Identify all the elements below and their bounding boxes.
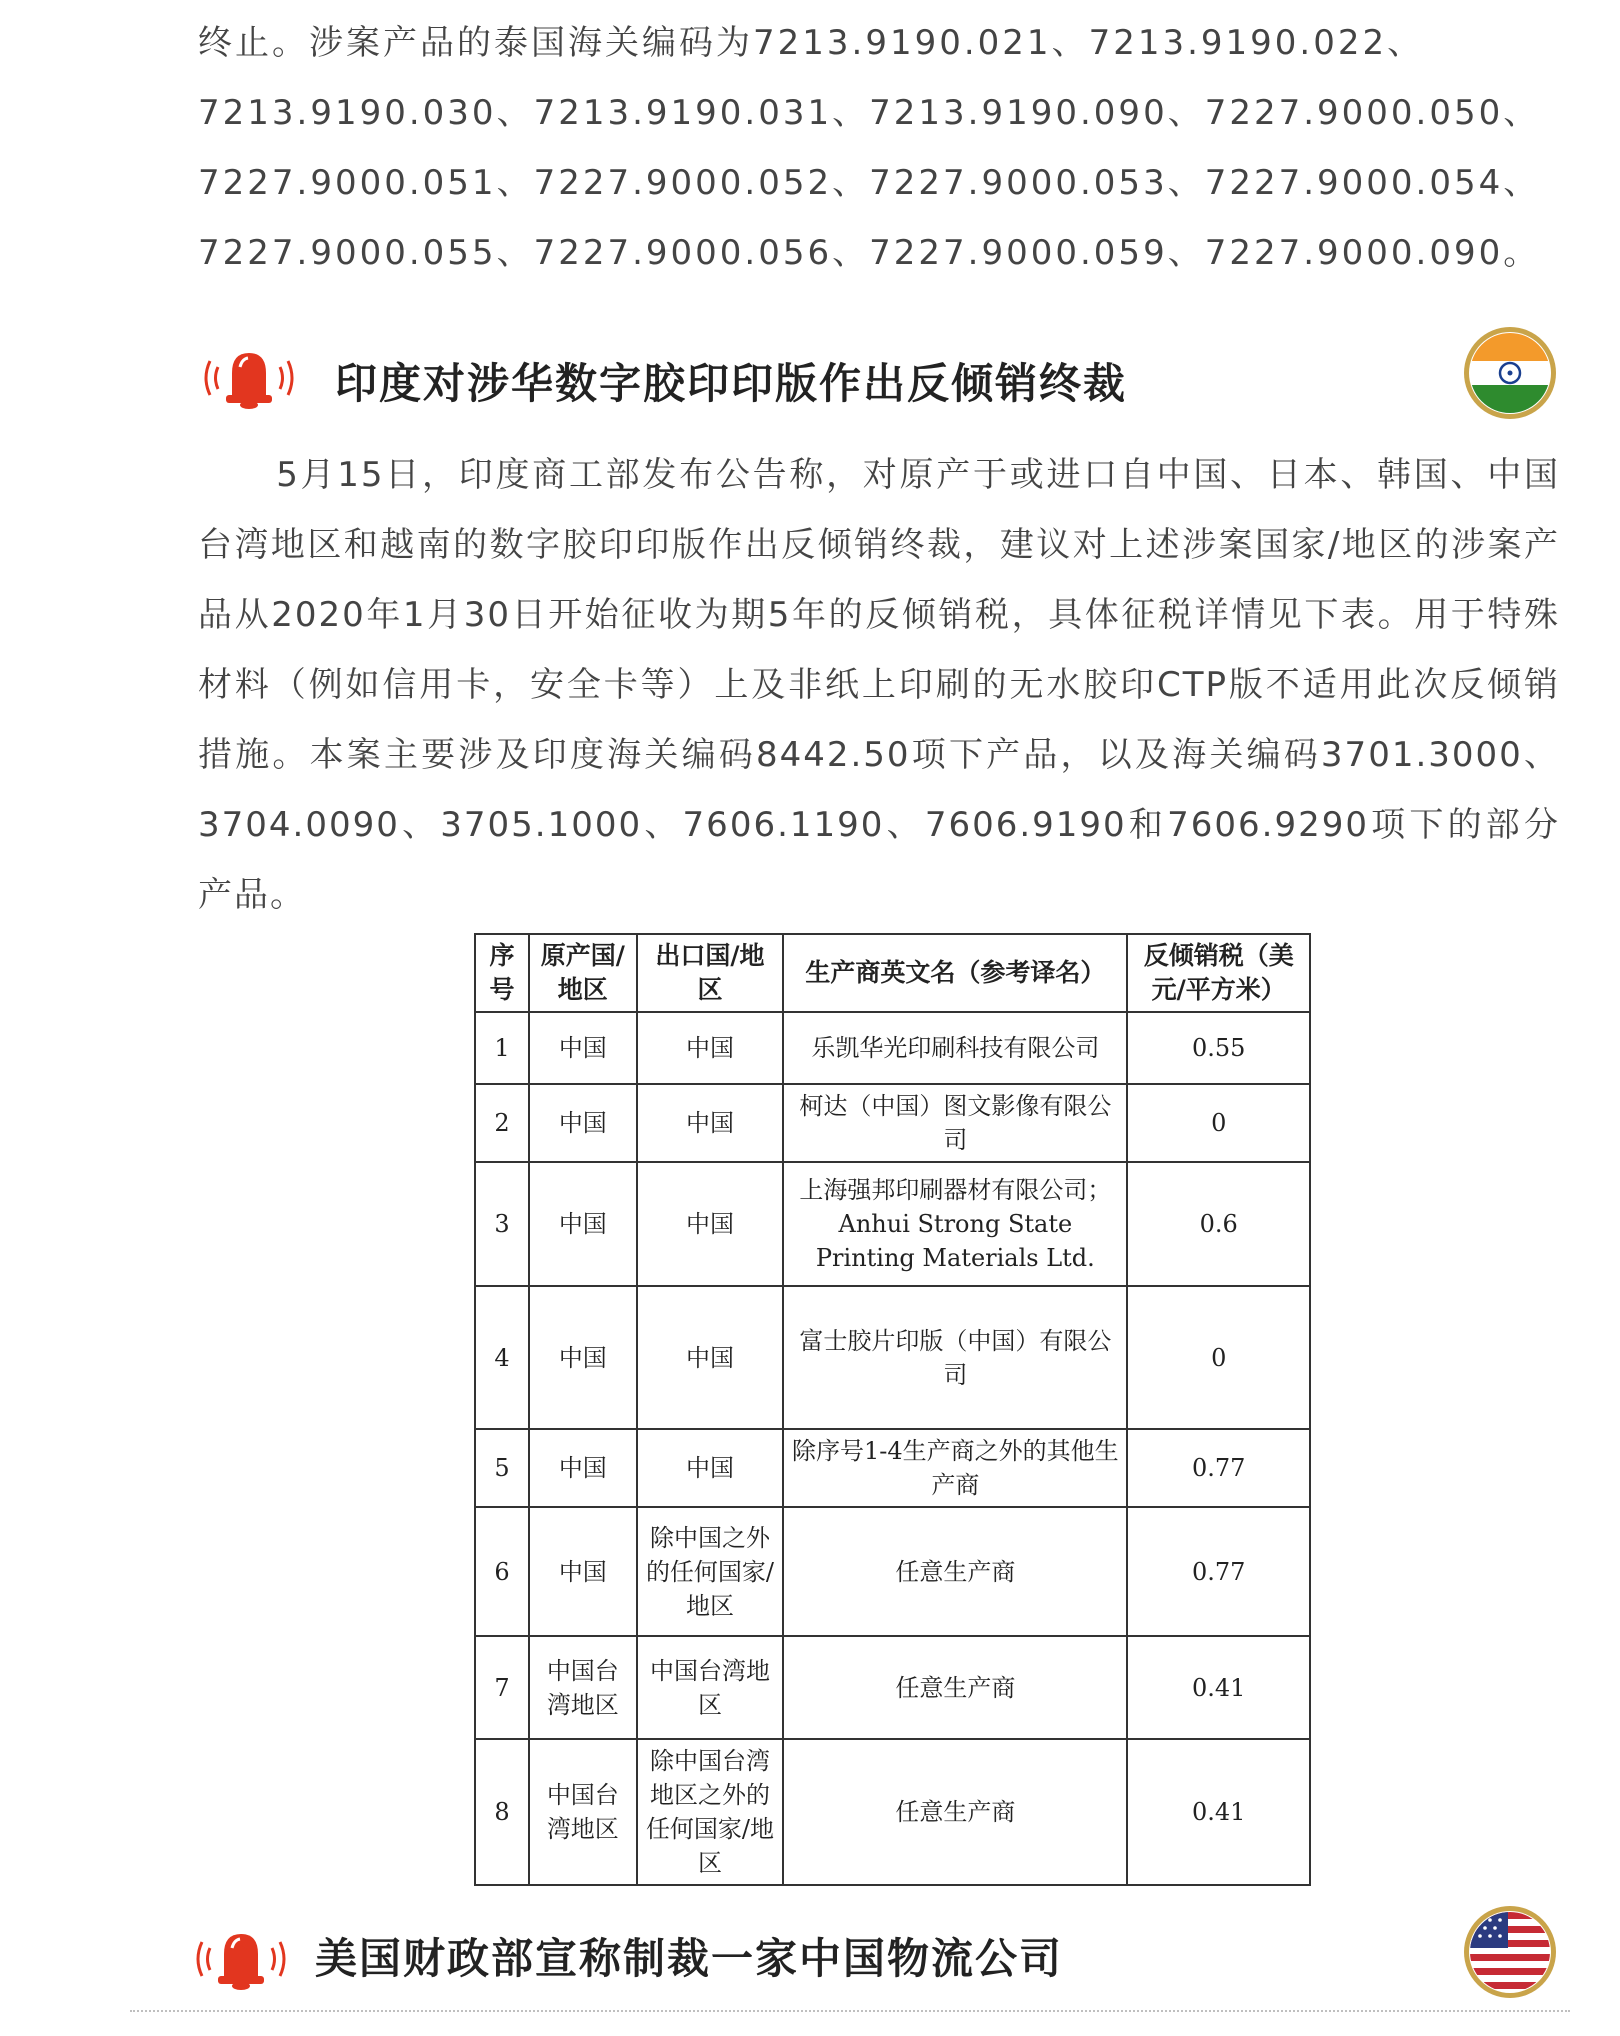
- cell: 3: [475, 1162, 529, 1286]
- header-cell: 生产商英文名（参考译名）: [783, 934, 1127, 1012]
- cell: 中国: [529, 1286, 637, 1429]
- header-cell: 反倾销税（美元/平方米）: [1127, 934, 1310, 1012]
- cell: 0.55: [1127, 1012, 1310, 1084]
- divider: [130, 2010, 1570, 2012]
- cell: 除序号1-4生产商之外的其他生产商: [783, 1429, 1127, 1507]
- cell: 中国: [529, 1429, 637, 1507]
- intro-line: 7227.9000.051、7227.9000.052、7227.9000.053、7227.9000.054、: [198, 163, 1541, 203]
- section-title: 美国财政部宣称制裁一家中国物流公司: [315, 1934, 1064, 1983]
- cell: 上海强邦印刷器材有限公司；Anhui Strong State Printing Materials Ltd.: [783, 1162, 1127, 1286]
- cell: 任意生产商: [783, 1636, 1127, 1739]
- cell: 0.77: [1127, 1507, 1310, 1636]
- cell: 6: [475, 1507, 529, 1636]
- cell: 中国: [529, 1162, 637, 1286]
- alarm-bell-icon: [194, 343, 304, 413]
- cell: 0.6: [1127, 1162, 1310, 1286]
- intro-line: 7213.9190.030、7213.9190.031、7213.9190.090、7227.9000.050、: [198, 93, 1541, 133]
- cell: 8: [475, 1739, 529, 1885]
- intro-text: [198, 8, 1578, 288]
- intro-line: 终止。涉案产品的泰国海关编码为7213.9190.021、7213.9190.022、: [198, 23, 1425, 63]
- header-cell: 原产国/地区: [529, 934, 637, 1012]
- usa-flag-icon: [1462, 1904, 1558, 2000]
- cell: 任意生产商: [783, 1507, 1127, 1636]
- cell: 中国: [637, 1162, 784, 1286]
- cell: 0: [1127, 1286, 1310, 1429]
- cell: 5: [475, 1429, 529, 1507]
- cell: 中国台湾地区: [529, 1739, 637, 1885]
- table-row: [475, 1739, 1310, 1885]
- cell: 4: [475, 1286, 529, 1429]
- section-heading-india: [190, 325, 1570, 435]
- cell: 柯达（中国）图文影像有限公司: [783, 1084, 1127, 1162]
- cell: 富士胶片印版（中国）有限公司: [783, 1286, 1127, 1429]
- intro-line: 7227.9000.055、7227.9000.056、7227.9000.059、7227.9000.090。: [198, 233, 1541, 273]
- paragraph-text: 5月15日，印度商工部发布公告称，对原产于或进口自中国、日本、韩国、中国台湾地区和越南的数字胶印印版作出反倾销终裁，建议对上述涉案国家/地区的涉案产品从2020年1月30日开始征收为期5年的反倾销税，具体征税详情见下表。用于特殊材料（例如信用卡，安全卡等）上及非纸上印刷的无水胶印CTP版不适用此次反倾销措施。本案主要涉及印度海关编码8442.50项下产品，以及海关编码3701.3000、3704.0090、3705.1000、7606.1190、7606.9190和7606.9290项下的部分产品。: [198, 455, 1560, 915]
- cell: 中国: [637, 1012, 784, 1084]
- cell: 1: [475, 1012, 529, 1084]
- cell: 乐凯华光印刷科技有限公司: [783, 1012, 1127, 1084]
- table-row: [475, 1636, 1310, 1739]
- cell: 0.41: [1127, 1636, 1310, 1739]
- cell: 中国: [529, 1012, 637, 1084]
- alarm-bell-icon: [186, 1924, 296, 1994]
- cell: 0.77: [1127, 1429, 1310, 1507]
- cell: 2: [475, 1084, 529, 1162]
- cell: 中国台湾地区: [529, 1636, 637, 1739]
- anti-dumping-duty-table: [474, 933, 1311, 1886]
- table-row: [475, 1012, 1310, 1084]
- section-paragraph: [198, 440, 1560, 930]
- cell: 除中国之外的任何国家/地区: [637, 1507, 784, 1636]
- section-heading-usa: [190, 1902, 1570, 2012]
- cell: 除中国台湾地区之外的任何国家/地区: [637, 1739, 784, 1885]
- section-title: 印度对涉华数字胶印印版作出反倾销终裁: [335, 359, 1128, 408]
- cell: 0.41: [1127, 1739, 1310, 1885]
- table-row: [475, 1507, 1310, 1636]
- cell: 中国: [637, 1286, 784, 1429]
- header-cell: 出口国/地区: [637, 934, 784, 1012]
- india-flag-icon: [1462, 325, 1558, 421]
- cell: 0: [1127, 1084, 1310, 1162]
- cell: 中国台湾地区: [637, 1636, 784, 1739]
- header-cell: 序号: [475, 934, 529, 1012]
- cell: 中国: [637, 1084, 784, 1162]
- table-row: [475, 1084, 1310, 1162]
- cell: 7: [475, 1636, 529, 1739]
- cell: 中国: [637, 1429, 784, 1507]
- cell: 任意生产商: [783, 1739, 1127, 1885]
- cell: 中国: [529, 1507, 637, 1636]
- table-row: [475, 1162, 1310, 1286]
- table-row: [475, 1286, 1310, 1429]
- table-row: [475, 1429, 1310, 1507]
- cell: 中国: [529, 1084, 637, 1162]
